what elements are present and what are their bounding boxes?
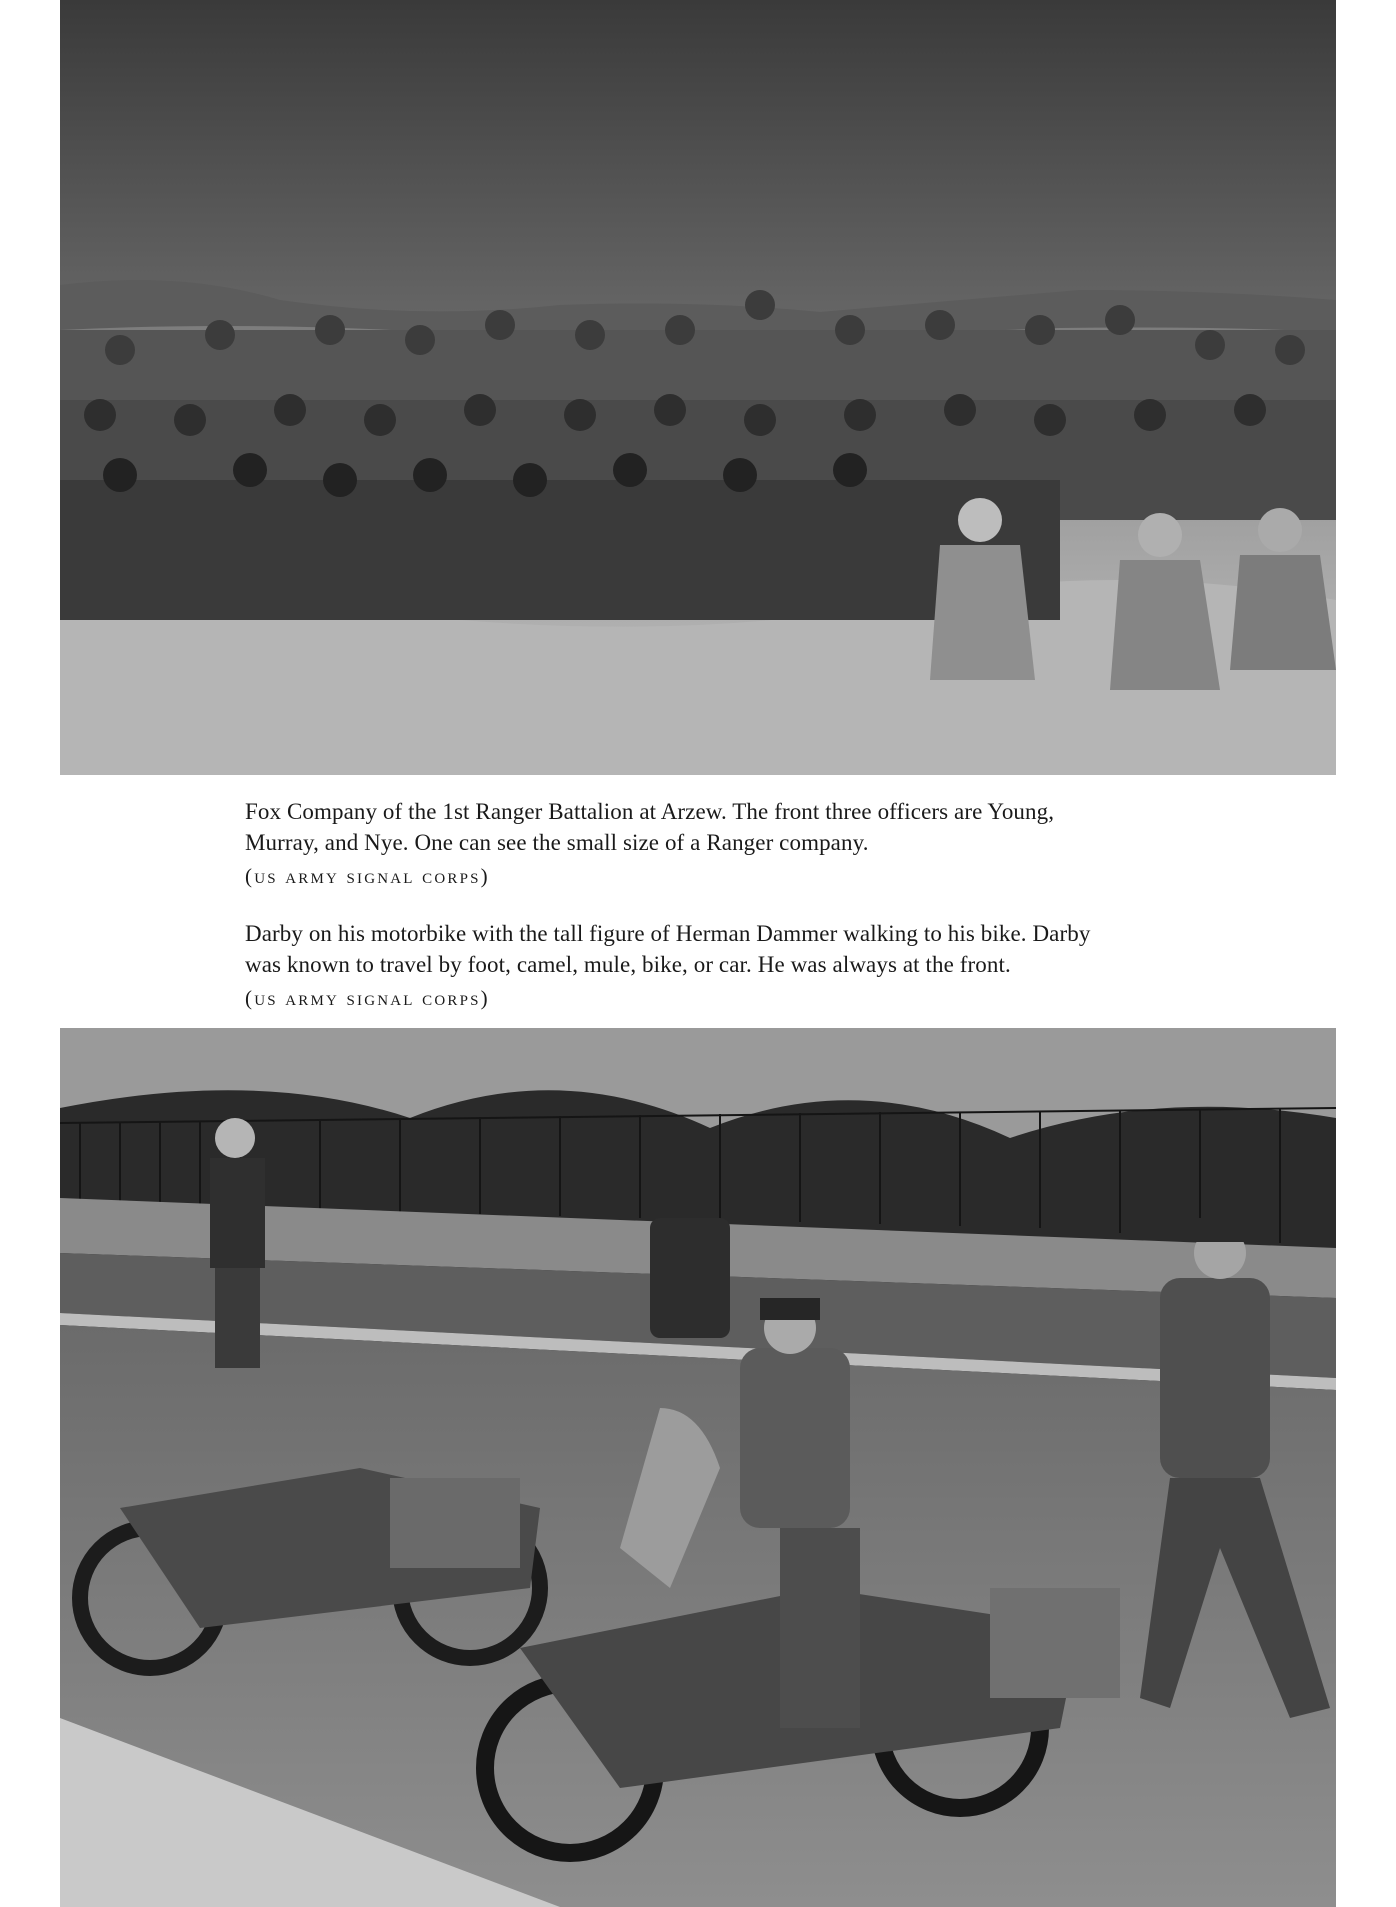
caption-1-line-2: Murray, and Nye. One can see the small size of a Ranger company.	[245, 830, 869, 855]
fox-company-photo-graphic	[60, 0, 1336, 775]
caption-2-line-2: was known to travel by foot, camel, mule, bike, or car. He was always at the front.	[245, 952, 1011, 977]
photo-fox-company-group	[60, 0, 1336, 775]
oil-drum	[650, 1218, 730, 1338]
caption-fox-company	[245, 796, 1195, 892]
photo-darby-motorbike	[60, 1028, 1336, 1907]
caption-1-line-1: Fox Company of the 1st Ranger Battalion at Arzew. The front three officers are Young,	[245, 799, 1055, 824]
caption-2-line-1: Darby on his motorbike with the tall figure of Herman Dammer walking to his bike. Darby	[245, 921, 1091, 946]
darby-motorbike-photo-graphic	[60, 1028, 1336, 1907]
caption-darby-motorbike	[245, 918, 1195, 1014]
caption-1-credit: (us army signal corps)	[245, 864, 490, 888]
caption-2-credit: (us army signal corps)	[245, 986, 490, 1010]
